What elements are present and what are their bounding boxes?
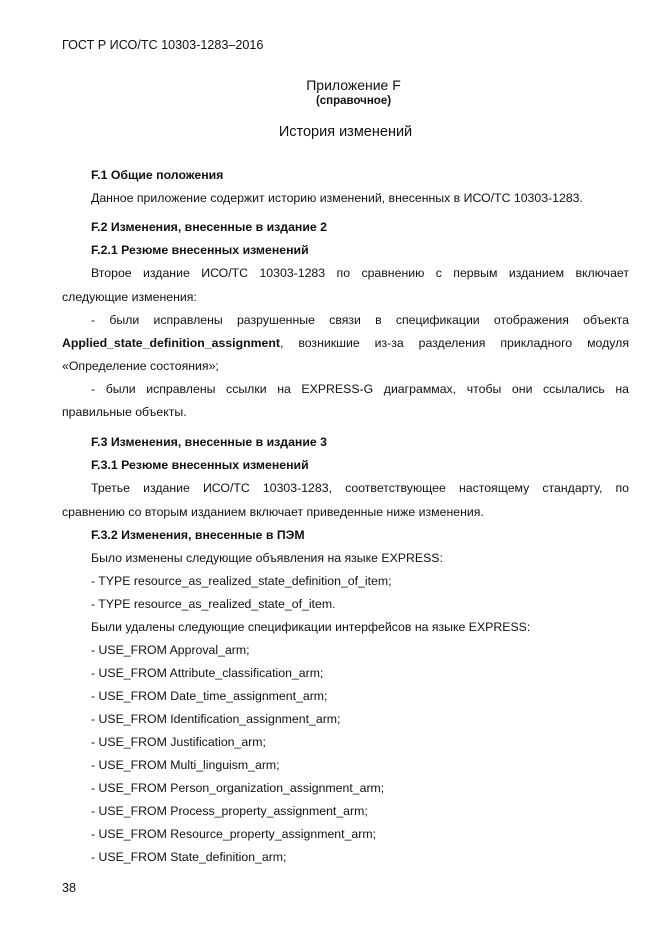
list-item: - USE_FROM Date_time_assignment_arm; — [91, 689, 328, 703]
list-item: - USE_FROM Justification_arm; — [91, 735, 266, 749]
section-f31-title: F.3.1 Резюме внесенных изменений — [91, 458, 309, 472]
f31-paragraph-line-1: Третье издание ИСО/ТС 10303-1283, соответствующее настоящему стандарту, по — [91, 481, 629, 495]
f21-paragraph-2-line-2-rest: , возникшие из-за разделения прикладного модуля — [279, 336, 629, 350]
list-item: - USE_FROM State_definition_arm; — [91, 850, 287, 864]
section-f1-title: F.1 Общие положения — [91, 168, 224, 182]
appendix-heading: История изменений — [278, 124, 413, 140]
list-item: - TYPE resource_as_realized_state_of_item. — [91, 597, 336, 611]
section-f1-text: Данное приложение содержит историю изменений, внесенных в ИСО/ТС 10303-1283. — [91, 191, 583, 205]
section-f21-title: F.2.1 Резюме внесенных изменений — [91, 243, 309, 257]
f21-paragraph-2-line-3: «Определение состояния»; — [62, 359, 219, 373]
list-item: - USE_FROM Person_organization_assignment_arm; — [91, 781, 385, 795]
list-item: - USE_FROM Resource_property_assignment_arm; — [91, 827, 376, 841]
f21-paragraph-1-line-2: следующие изменения: — [62, 290, 197, 304]
f21-paragraph-3-line-1: - были исправлены ссылки на EXPRESS-G диаграммах, чтобы они ссылались на — [91, 382, 629, 396]
object-name-bold: Applied_state_definition_assignment — [62, 336, 280, 350]
list-item: - USE_FROM Multi_linguism_arm; — [91, 758, 280, 772]
appendix-subtitle: (справочное) — [315, 95, 392, 107]
f21-paragraph-2-line-2 — [62, 336, 629, 350]
page-number: 38 — [62, 881, 77, 895]
f21-paragraph-3-line-2: правильные объекты. — [62, 405, 187, 419]
section-f32-title: F.3.2 Изменения, внесенные в ПЭМ — [91, 528, 305, 542]
f31-paragraph-line-2: сравнению со вторым изданием включает приведенные ниже изменения. — [62, 505, 484, 519]
appendix-title: Приложение F — [306, 77, 401, 93]
section-f2-title: F.2 Изменения, внесенные в издание 2 — [91, 220, 327, 234]
list-item: - TYPE resource_as_realized_state_definition_of_item; — [91, 574, 392, 588]
f21-paragraph-2-line-1: - были исправлены разрушенные связи в спецификации отображения объекта — [91, 313, 629, 327]
f32-changed-intro: Было изменены следующие объявления на языке EXPRESS: — [91, 551, 443, 565]
list-item: - USE_FROM Process_property_assignment_arm; — [91, 804, 368, 818]
f21-paragraph-1-line-1: Второе издание ИСО/ТС 10303-1283 по сравнению с первым изданием включает — [91, 266, 629, 280]
f32-removed-intro: Были удалены следующие спецификации интерфейсов на языке EXPRESS: — [91, 620, 531, 634]
list-item: - USE_FROM Identification_assignment_arm; — [91, 712, 341, 726]
document-header: ГОСТ Р ИСО/ТС 10303-1283–2016 — [62, 38, 264, 52]
list-item: - USE_FROM Approval_arm; — [91, 643, 250, 657]
section-f3-title: F.3 Изменения, внесенные в издание 3 — [91, 435, 327, 449]
list-item: - USE_FROM Attribute_classification_arm; — [91, 666, 324, 680]
